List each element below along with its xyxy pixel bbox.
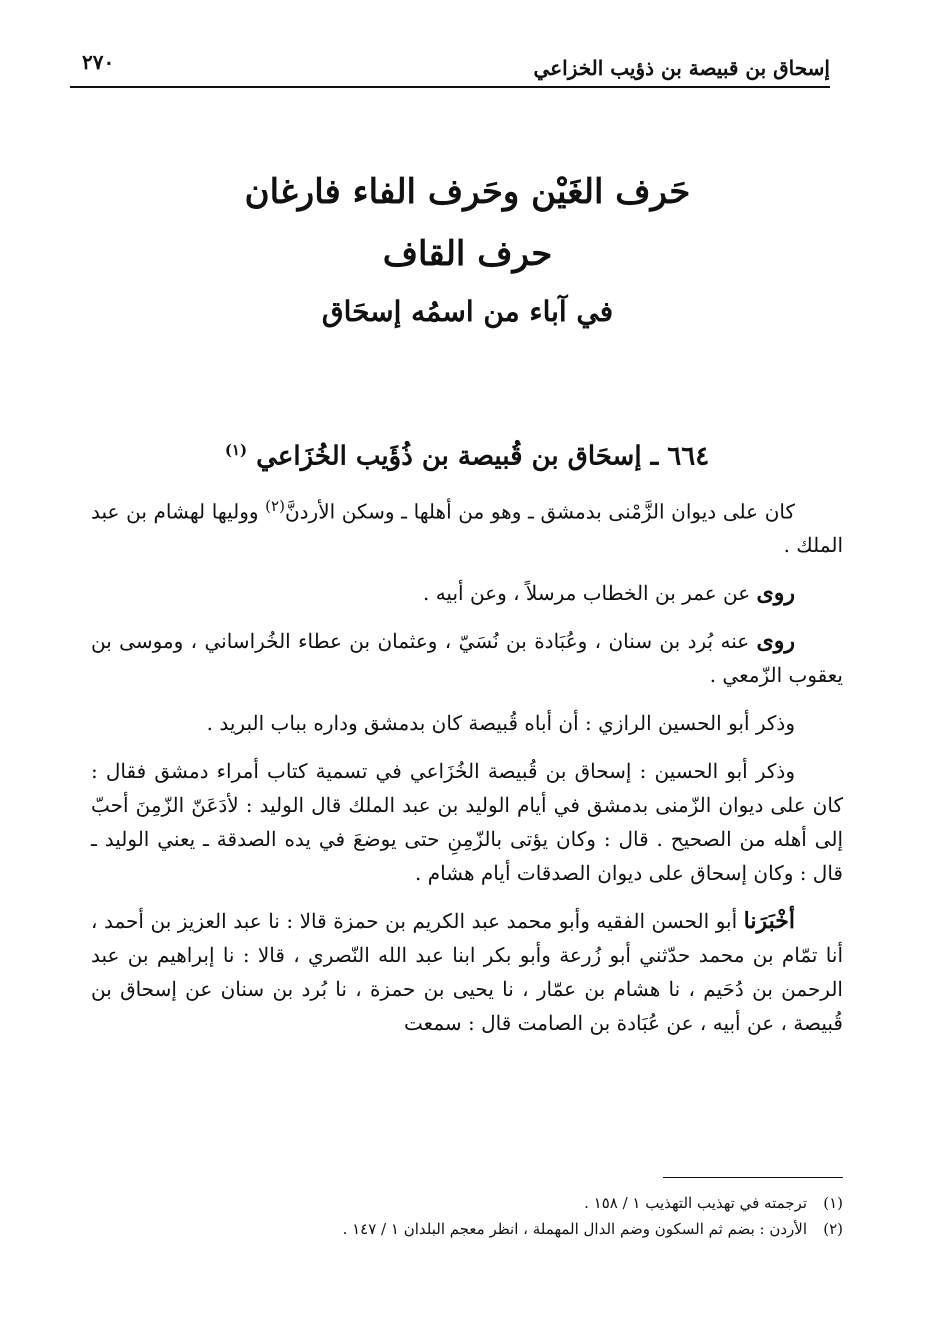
- running-header: [70, 48, 830, 88]
- letter-heading: حرف القاف: [382, 234, 553, 274]
- paragraph-text: كان على ديوان الزَّمْنى بدمشق ـ وهو من أهلها ـ وسكن الأردنَّ: [284, 499, 795, 524]
- paragraph-text: ووليها لهشام بن عبد الملك .: [91, 499, 843, 558]
- footnote-text: الأردن : بضم ثم السكون وضم الدال المهملة ، انظر معجم البلدان ١ / ١٤٧ .: [342, 1220, 807, 1238]
- paragraph-2: [91, 576, 843, 610]
- chapter-heading: حَرف الغَيْن وحَرف الفاء فارغان: [244, 172, 691, 212]
- paragraph-text: أبو الحسن الفقيه وأبو محمد عبد الكريم بن حمزة قالا : نا عبد العزيز بن أحمد ، أنا تمّام بن محمد حدّثني أبو زُرعة وأبو بكر ابنا عبد الله النّصري ، قالا : نا إبراهيم بن عبد الرحمن بن دُحَيم ، نا هشام بن عمّار ، نا يحيى بن حمزة ، نا بُرد بن سنان عن إسحاق بن قُبيصة ، عن أبيه ، عن عُبَادة بن الصامت قال : سمعت: [91, 909, 843, 1036]
- paragraph-6: [91, 904, 843, 1040]
- footnote-number: (٢): [823, 1220, 843, 1238]
- page-number: ٢٧٠: [82, 50, 115, 74]
- footnotes: [91, 1177, 843, 1242]
- entry-title-text: ٦٦٤ ـ إسحَاق بن قُبيصة بن ذُؤَيب الخُزَاعي: [256, 441, 710, 472]
- footnote-text: ترجمته في تهذيب التهذيب ١ / ١٥٨ .: [584, 1194, 807, 1212]
- paragraph-text: عنه بُرد بن سنان ، وعُبَادة بن نُسَيّ ، وعثمان بن عطاء الخُراساني ، وموسى بن يعقوب الزّمعي .: [91, 629, 843, 688]
- entry-title: [91, 430, 843, 477]
- footnote-number: (١): [823, 1194, 843, 1212]
- lead-word: روى: [756, 580, 795, 607]
- lead-word: روى: [756, 628, 795, 655]
- paragraph-1: [91, 489, 843, 563]
- paragraph-4: وذكر أبو الحسين الرازي : أن أباه قُبيصة كان بدمشق وداره بباب البريد .: [206, 711, 795, 736]
- footnote-marker: (٢): [265, 496, 285, 515]
- footnote-1: [91, 1190, 843, 1216]
- footnote-marker: (١): [224, 441, 248, 459]
- lead-word: أخْبَرَنا: [743, 908, 795, 935]
- footnote-divider: [663, 1177, 843, 1178]
- biography-entry: [91, 430, 843, 1054]
- paragraph-5: وذكر أبو الحسين : إسحاق بن قُبيصة الخُزَاعي في تسمية كتاب أمراء دمشق فقال : كان على ديوان الزّمنى بدمشق في أيام الوليد بن عبد الملك قال الوليد : لأدَعَنّ الزّمِنَ أحبّ إلى أهله من الصحيح . قال : وكان يؤتى بالزّمِنِ حتى يوضعَ في يده الصدقة ـ يعني الوليد ـ قال : وكان إسحاق على ديوان الصدقات أيام هشام .: [91, 759, 843, 886]
- footnote-2: [91, 1216, 843, 1242]
- paragraph-text: عن عمر بن الخطاب مرسلاً ، وعن أبيه .: [422, 581, 757, 606]
- running-title: إسحاق بن قبيصة بن ذؤيب الخزاعي: [533, 56, 830, 80]
- chapter-headings: [100, 168, 835, 348]
- section-heading: في آباء من اسمُه إسحَاق: [321, 295, 614, 328]
- paragraph-3: [91, 624, 843, 692]
